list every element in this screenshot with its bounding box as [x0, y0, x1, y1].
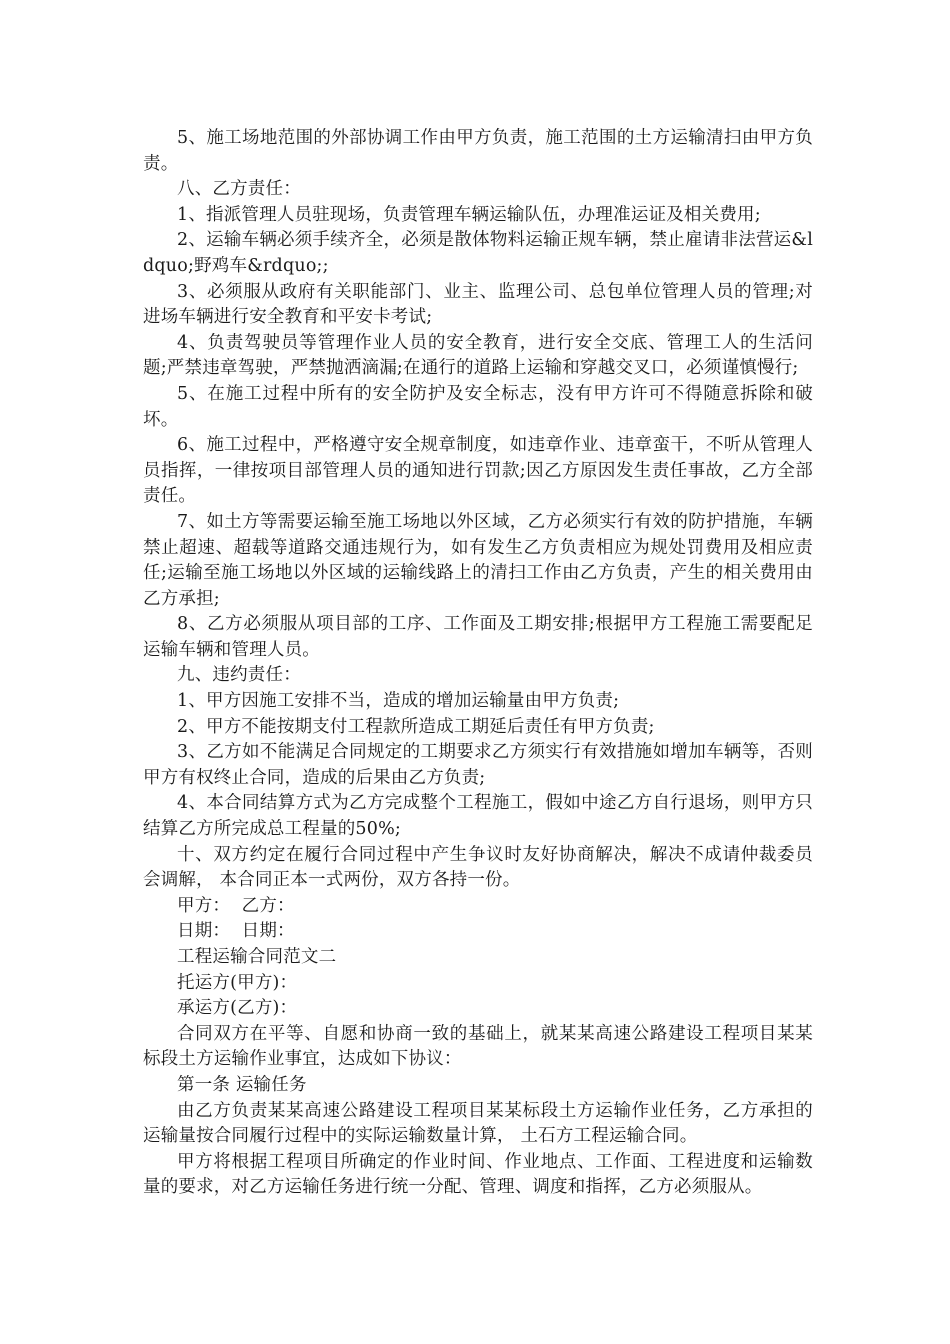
- paragraph: 甲方将根据工程项目所确定的作业时间、作业地点、工作面、工程进度和运输数量的要求，对乙方运输任务进行统一分配、管理、调度和指挥，乙方必须服从。: [143, 1151, 813, 1198]
- paragraph: 8、乙方必须服从项目部的工序、工作面及工期安排;根据甲方工程施工需要配足运输车辆和管理人员。: [143, 614, 813, 660]
- section-heading: 九、违约责任：: [177, 665, 301, 686]
- paragraph: 十、双方约定在履行合同过程中产生争议时友好协商解决，解决不成请仲裁委员会调解， 本合同正本一式两份，双方各持一份。: [143, 844, 813, 891]
- paragraph: 4、本合同结算方式为乙方完成整个工程施工，假如中途乙方自行退场，则甲方只结算乙方所完成总工程量的50%;: [143, 793, 813, 840]
- paragraph: 6、施工过程中，严格遵守安全规章制度，如违章作业、违章蛮干，不听从管理人员指挥，一律按项目部管理人员的通知进行罚款;因乙方原因发生责任事故，乙方全部责任。: [143, 435, 813, 507]
- date-line: 日期： 日期：: [177, 921, 295, 942]
- paragraph: 2、甲方不能按期支付工程款所造成工期延后责任有甲方负责;: [177, 716, 655, 737]
- paragraph: 3、乙方如不能满足合同规定的工期要求乙方须实行有效措施如增加车辆等，否则甲方有权终止合同，造成的后果由乙方负责;: [143, 742, 813, 788]
- document-title: 工程运输合同范文二: [177, 947, 337, 967]
- paragraph: 4、负责驾驶员等管理作业人员的安全教育，进行安全交底、管理工人的生活问题;严禁违章驾驶，严禁抛洒滴漏;在通行的道路上运输和穿越交叉口，必须谨慎慢行;: [143, 332, 813, 379]
- paragraph: 7、如土方等需要运输至施工场地以外区域，乙方必须实行有效的防护措施，车辆禁止超速、超载等道路交通违规行为，如有发生乙方负责相应为规处罚费用及相应责任;运输至施工场地以外区域的运输线路上的清扫工作由乙方负责，产生的相关费用由乙方承担;: [143, 511, 813, 609]
- paragraph: 5、在施工过程中所有的安全防护及安全标志，没有甲方许可不得随意拆除和破坏。: [143, 383, 813, 430]
- paragraph: 1、甲方因施工安排不当，造成的增加运输量由甲方负责;: [177, 691, 620, 712]
- party-a-line: 托运方(甲方)：: [177, 972, 298, 993]
- signature-line: 甲方： 乙方：: [177, 895, 295, 916]
- paragraph: 1、指派管理人员驻现场，负责管理车辆运输队伍，办理准运证及相关费用;: [177, 204, 761, 225]
- paragraph: 3、必须服从政府有关职能部门、业主、监理公司、总包单位管理人员的管理;对进场车辆进行安全教育和平安卡考试;: [143, 281, 813, 328]
- article-heading: 第一条 运输任务: [177, 1074, 307, 1095]
- paragraph: 由乙方负责某某高速公路建设工程项目某某标段土方运输作业任务，乙方承担的运输量按合同履行过程中的实际运输数量计算， 土石方工程运输合同。: [143, 1100, 813, 1147]
- section-heading: 八、乙方责任：: [177, 179, 301, 200]
- document-body: [143, 126, 813, 1201]
- paragraph: 2、运输车辆必须手续齐全，必须是散体物料运输正规车辆，禁止雇请非法营运&ldquo;野鸡车&rdquo;;: [143, 230, 813, 276]
- party-b-line: 承运方(乙方)：: [177, 998, 298, 1019]
- paragraph: 合同双方在平等、自愿和协商一致的基础上，就某某高速公路建设工程项目某某标段土方运输作业事宜，达成如下协议：: [143, 1023, 813, 1070]
- paragraph: 5、施工场地范围的外部协调工作由甲方负责，施工范围的土方运输清扫由甲方负责。: [143, 128, 813, 174]
